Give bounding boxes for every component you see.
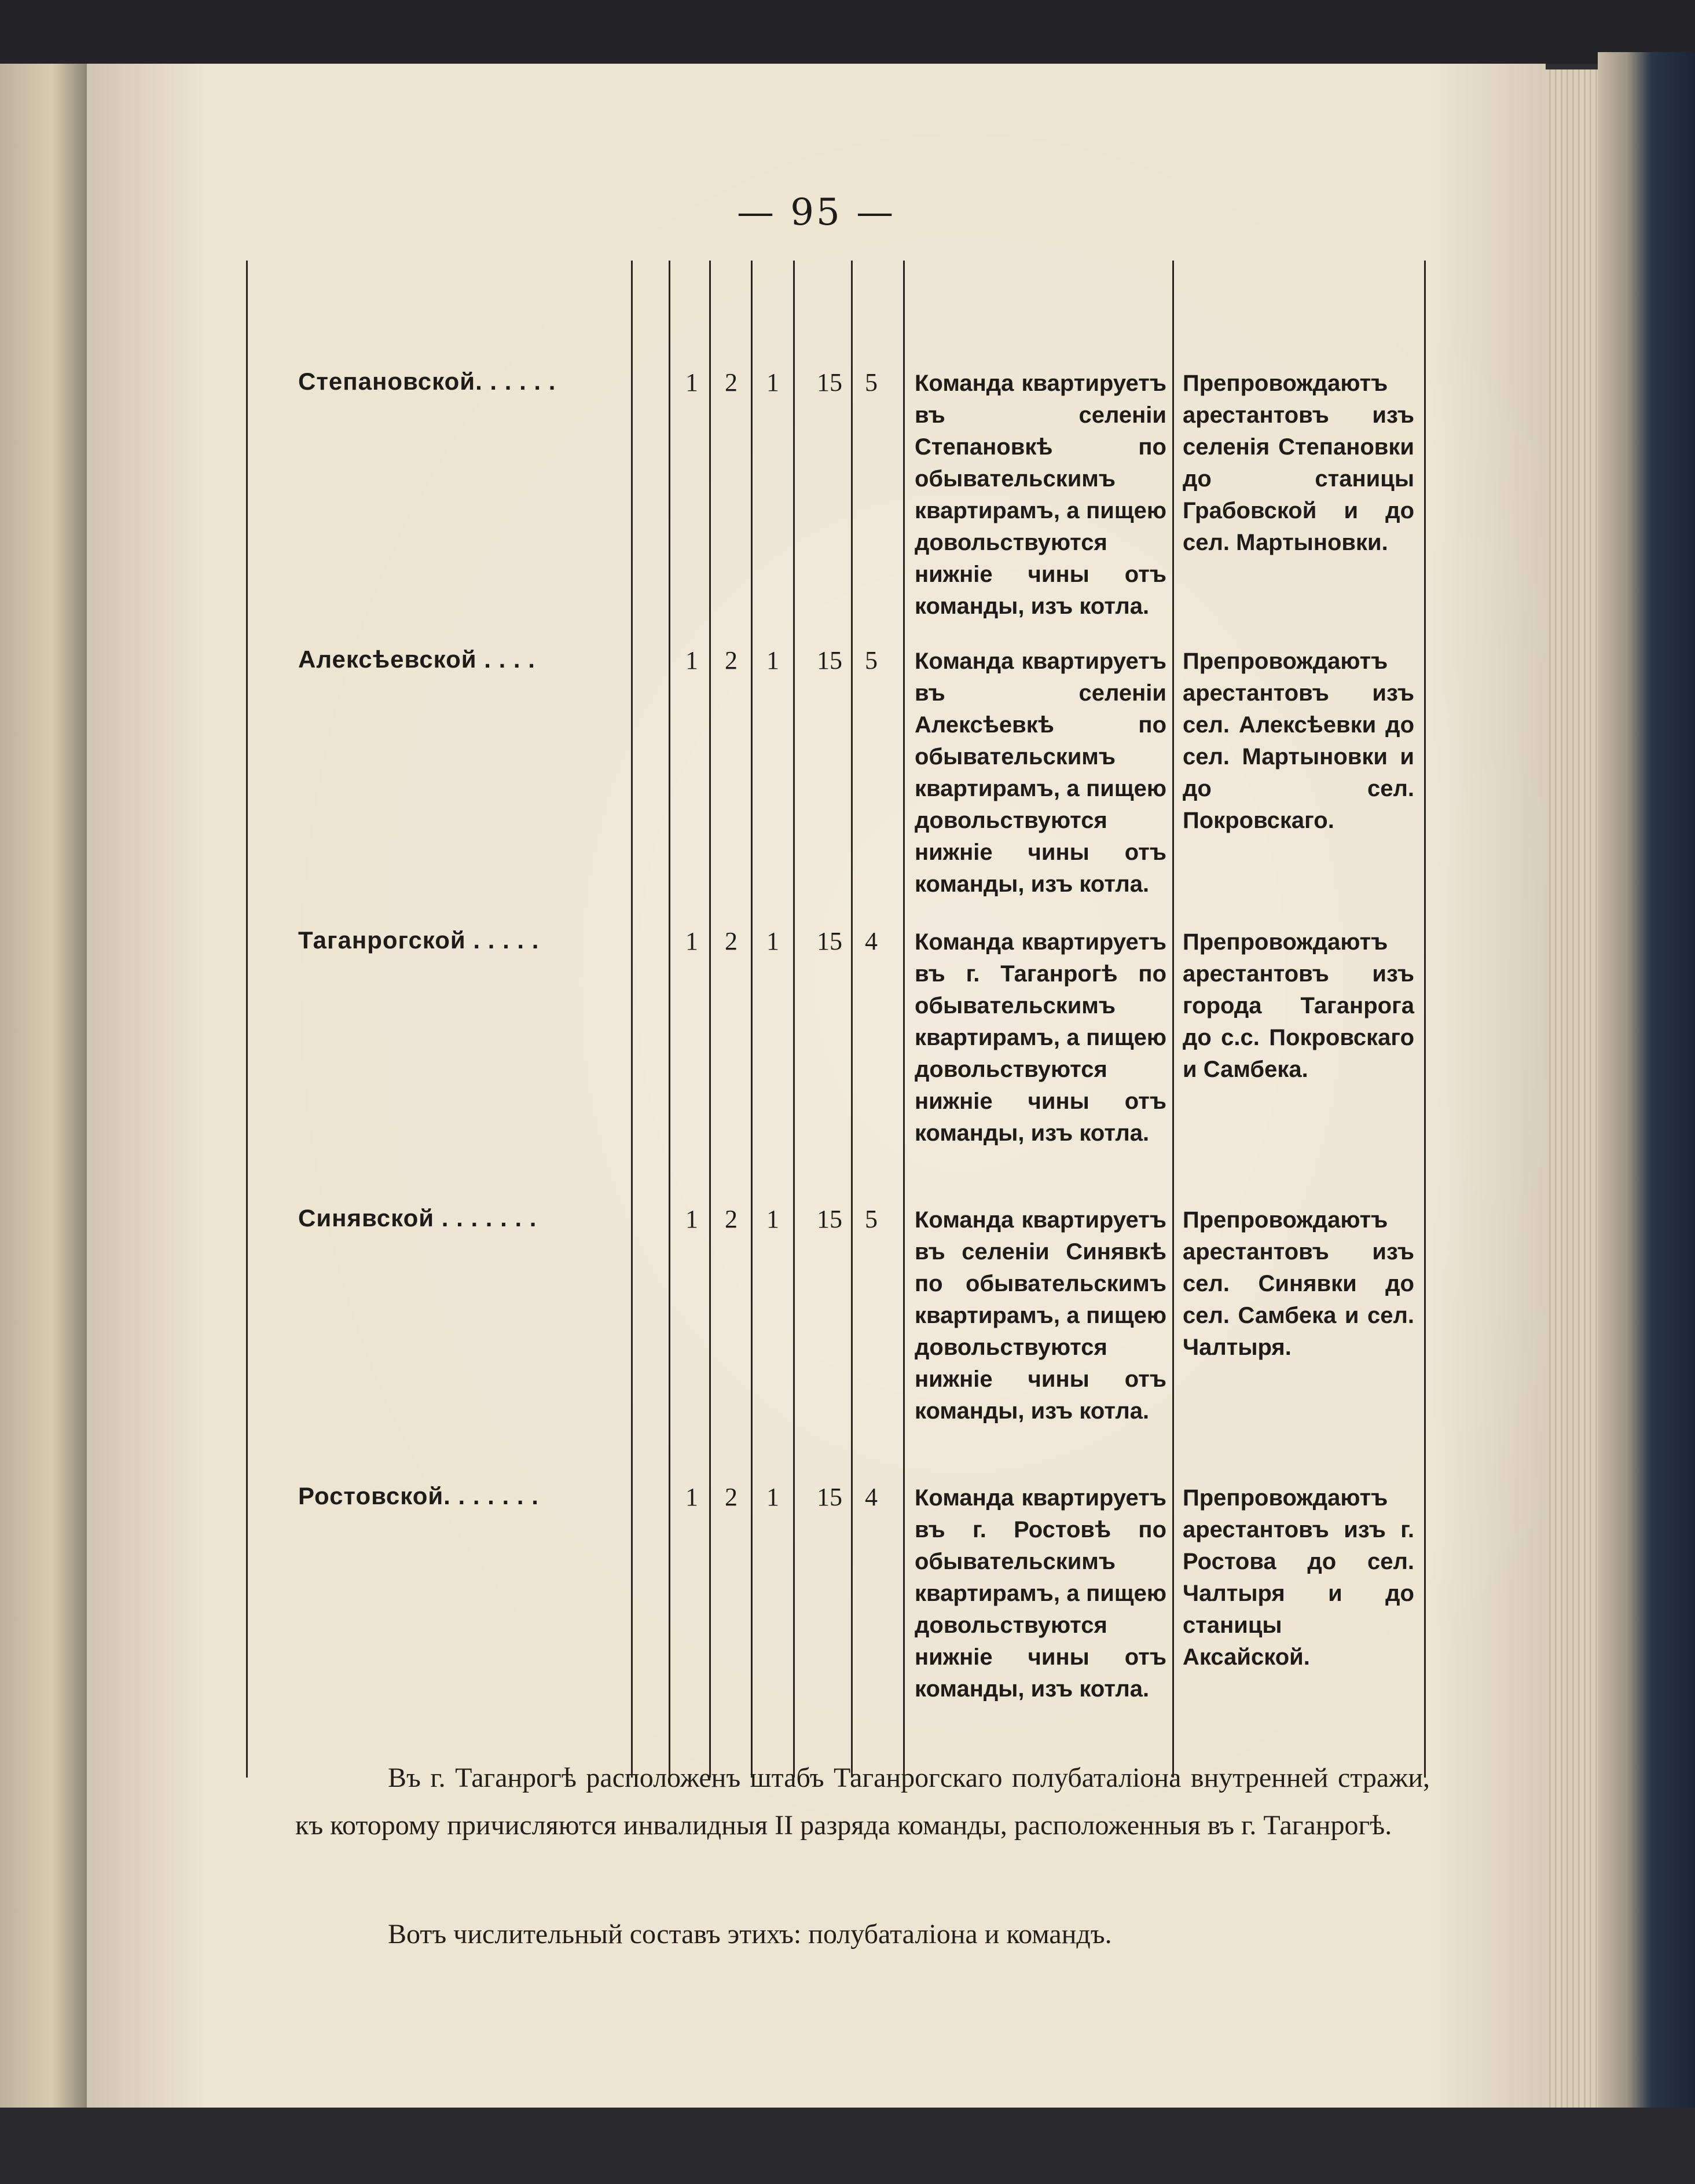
convoy-route: Препровождаютъ арестантовъ изъ сел. Синявки до сел. Самбека и сел. Чалтыря. [1183, 1207, 1414, 1360]
table-rule [903, 261, 905, 1778]
quarters-description: Команда квартируетъ въ селеніи Алексѣевкѣ по обывательскимъ квартирамъ, а пищею довольствуются нижніе чины отъ команды, изъ котла. [915, 648, 1166, 897]
table-rule [793, 261, 795, 1778]
count-3: 1 [766, 368, 779, 397]
count-5: 5 [865, 1205, 878, 1233]
command-name: Таганрогской . . . . . [298, 926, 540, 954]
facing-page-edge [0, 64, 87, 2125]
count-privates: 15 [817, 646, 842, 675]
quarters-description: Команда квартируетъ въ селеніи Синявкѣ по обывательскимъ квартирамъ, а пищею довольствуются нижніе чины отъ команды, изъ котла. [915, 1207, 1166, 1424]
convoy-route: Препровождаютъ арестантовъ изъ г. Ростова до сел. Чалтыря и до станицы Аксайской. [1183, 1485, 1414, 1670]
quarters-description: Команда квартируетъ въ г. Ростовѣ по обывательскимъ квартирамъ, а пищею довольствуются нижніе чины отъ команды, изъ котла. [915, 1485, 1166, 1702]
scan-background-top [0, 0, 1695, 64]
convoy-route: Препровождаютъ арестантовъ изъ сел. Алексѣевки до сел. Мартыновки и до сел. Покровскаго. [1183, 648, 1414, 833]
count-2: 2 [725, 368, 738, 397]
count-officers: 1 [685, 646, 698, 675]
convoy-route: Препровождаютъ арестантовъ изъ города Таганрога до с.с. Покровскаго и Самбека. [1183, 929, 1414, 1082]
count-5: 4 [865, 1483, 878, 1511]
table-rule [669, 261, 670, 1778]
count-privates: 15 [817, 1205, 842, 1233]
count-privates: 15 [817, 1483, 842, 1511]
command-name: Синявской . . . . . . . [298, 1204, 537, 1232]
count-2: 2 [725, 1483, 738, 1511]
table-rule [1172, 261, 1174, 1778]
page-number: — 95 — [736, 191, 896, 234]
table-rule [751, 261, 753, 1778]
body-paragraph: Въ г. Таганрогѣ расположенъ штабъ Таганрогскаго полубаталіона внутренней стражи, къ которому причисляются инвалидныя II разряда команды, расположенныя въ г. Таганрогѣ. [295, 1762, 1430, 1841]
command-name: Алексѣевской . . . . [298, 646, 535, 673]
book-cover-edge [1598, 52, 1695, 2160]
convoy-route: Препровождаютъ арестантовъ изъ селенія Степановки до станицы Грабовской и до сел. Мартыновки. [1183, 371, 1414, 555]
table-rule-right [1424, 261, 1426, 1778]
table-rule [709, 261, 711, 1778]
count-3: 1 [766, 1483, 779, 1511]
count-3: 1 [766, 927, 779, 955]
count-officers: 1 [685, 927, 698, 955]
count-officers: 1 [685, 368, 698, 397]
count-3: 1 [766, 646, 779, 675]
count-officers: 1 [685, 1205, 698, 1233]
count-officers: 1 [685, 1483, 698, 1511]
command-table [246, 261, 1427, 1778]
command-name: Степановской. . . . . . [298, 368, 556, 395]
count-5: 4 [865, 927, 878, 955]
count-2: 2 [725, 927, 738, 955]
page-stack-edges [1540, 69, 1598, 2108]
table-rule [631, 261, 633, 1778]
command-name: Ростовской. . . . . . . [298, 1482, 539, 1509]
count-2: 2 [725, 1205, 738, 1233]
count-2: 2 [725, 646, 738, 675]
scan-background-bottom [0, 2108, 1695, 2184]
count-privates: 15 [817, 368, 842, 397]
count-3: 1 [766, 1205, 779, 1233]
count-5: 5 [865, 646, 878, 675]
quarters-description: Команда квартируетъ въ селеніи Степановкѣ по обывательскимъ квартирамъ, а пищею довольствуются нижніе чины отъ команды, изъ котла. [915, 371, 1166, 619]
quarters-description: Команда квартируетъ въ г. Таганрогѣ по обывательскимъ квартирамъ, а пищею довольствуются нижніе чины отъ команды, изъ котла. [915, 929, 1166, 1146]
book-page [87, 64, 1546, 2108]
count-5: 5 [865, 368, 878, 397]
table-rule-left [246, 261, 248, 1778]
body-paragraph: Вотъ числительный составъ этихъ: полубаталіона и командъ. [388, 1919, 1112, 1950]
table-rule [851, 261, 853, 1778]
count-privates: 15 [817, 927, 842, 955]
